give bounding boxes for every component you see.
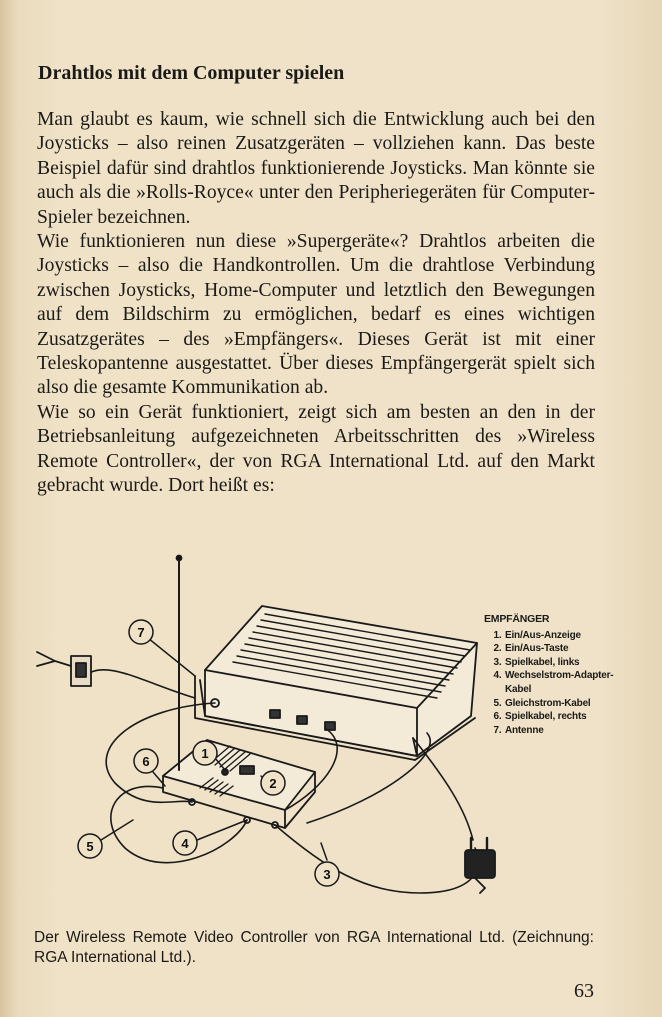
callout-7-label: 7 [137,625,145,640]
legend-title: EMPFÄNGER [484,613,550,625]
figure-caption: Der Wireless Remote Video Controller von RGA International Ltd. (Zeichnung: RGA International Ltd.). [34,929,594,966]
legend-item: 7. Antenne [504,724,634,738]
legend-item: 5. Gleichstrom-Kabel [504,697,634,711]
callout-3-label: 3 [323,867,331,882]
callout-5-label: 5 [86,839,94,854]
callout-2-label: 2 [269,776,277,791]
receiver-drawing [163,740,315,828]
legend-item: 3. Spielkabel, links [504,656,634,670]
figure-legend [484,613,634,737]
body-text [37,108,595,499]
console-drawing [195,606,477,760]
legend-item: 4. Wechselstrom-Adapter-Kabel [504,669,634,696]
paragraph-2: Wie funktionieren nun diese »Supergeräte«? Drahtlos arbeiten die Joysticks – also die Handkontrollen. Um die drahtlose Verbindung zwischen Joysticks, Home-Computer und letztlich den Bewegungen auf dem Bildschirm zu ermöglichen, bedarf es eines wichtigen Zusatzgerätes – des »Empfängers«. Dieses Gerät ist mit einer Teleskopantenne ausgestattet. Über dieses Empfängergerät spielt sich also die gesamte Kommunikation ab. [37,231,595,399]
page-number: 63 [574,980,594,1002]
legend-item: 1. Ein/Aus-Anzeige [504,629,634,643]
section-heading: Drahtlos mit dem Computer spielen [38,62,345,84]
callout-1-label: 1 [201,746,209,761]
legend-item: 2. Ein/Aus-Taste [504,642,634,656]
legend-list [484,629,634,738]
paragraph-1: Man glaubt es kaum, wie schnell sich die Entwicklung auch bei den Joysticks – also reinen Zusatzgeräten – vollziehen kann. Das beste Beispiel dafür sind drahtlos funktionierende Joysticks. Man könnte sie auch als die »Rolls-Royce« unter den Peripheriegeräten für Computer-Spieler bezeichnen. [37,109,595,228]
paragraph-3: Wie so ein Gerät funktioniert, zeigt sich am besten an den in der Betriebsanleitung aufgezeichneten Arbeitsschritten des »Wireless Remote Controller«, der von RGA International Ltd. auf den Markt gebracht wurde. Dort heißt es: [37,401,595,497]
power-adapter-drawing [37,652,91,686]
callout-4-label: 4 [181,836,189,851]
plug-drawing [465,838,495,893]
legend-item: 6. Spielkabel, rechts [504,710,634,724]
callout-6-label: 6 [142,754,150,769]
